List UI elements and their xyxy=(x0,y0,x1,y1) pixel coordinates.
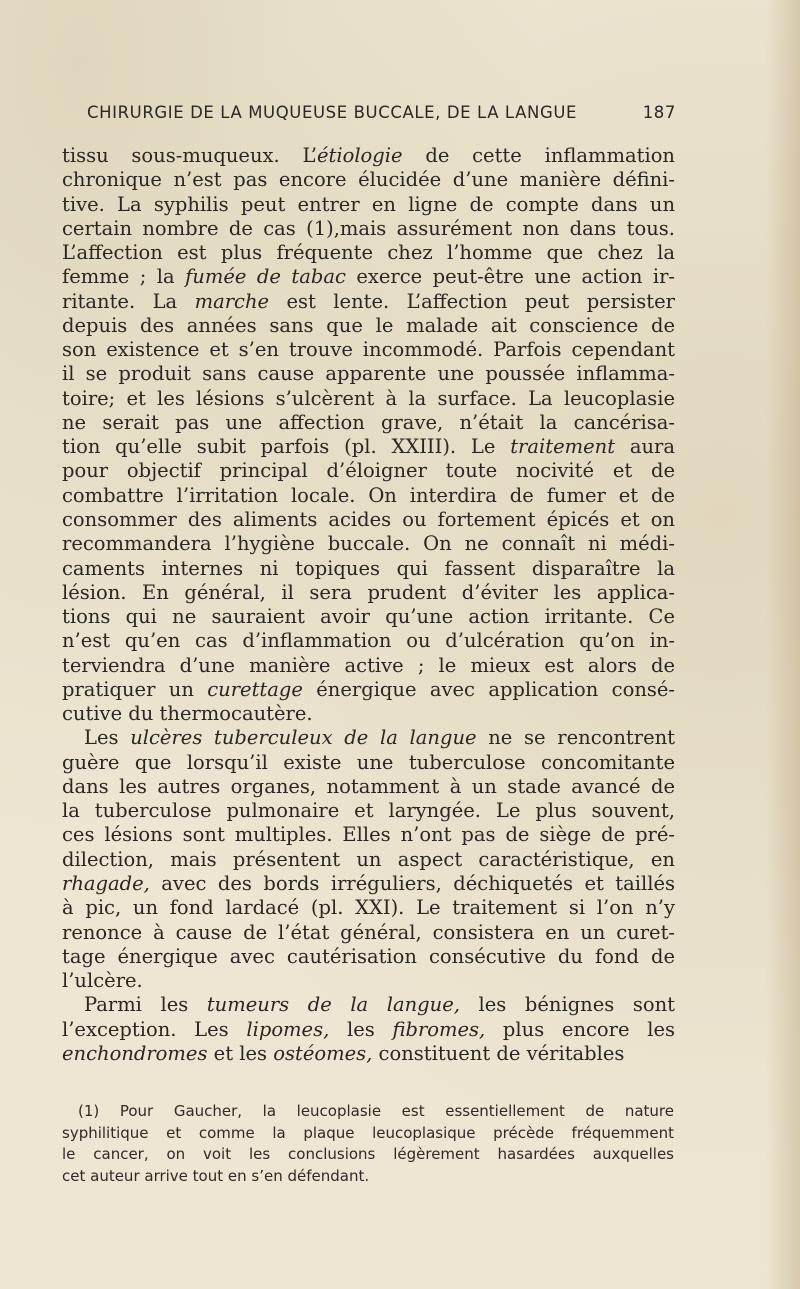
footnote-line: le cancer, on voit les conclusions légèrement hasardées auxquelles xyxy=(62,1145,674,1163)
text-line xyxy=(62,217,675,241)
footnote-line: cet auteur arrive tout en s’en défendant. xyxy=(62,1166,370,1185)
text-line xyxy=(62,921,675,945)
footnote-line: (1) Pour Gaucher, la leucoplasie est essentiellement de nature xyxy=(78,1102,674,1120)
body-text xyxy=(62,144,675,1066)
italic-term: rhagade, xyxy=(62,871,150,895)
text-line xyxy=(62,508,675,532)
text-line xyxy=(62,314,675,338)
page-edge-shadow xyxy=(766,0,800,1289)
text-run: lésion. En général, il sera prudent d’éviter les applica- xyxy=(62,580,675,604)
text-run: terviendra d’une manière active ; le mieux est alors de xyxy=(62,653,675,677)
italic-term: marche xyxy=(194,289,270,313)
text-run: tion qu’elle subit parfois (pl. XXIII). Le xyxy=(62,435,511,459)
text-line xyxy=(62,1018,675,1042)
text-line xyxy=(62,459,675,483)
text-line xyxy=(62,411,675,435)
text-run: femme ; la xyxy=(62,265,186,289)
text-run: combattre l’irritation locale. On interdira de fumer et de xyxy=(62,483,675,507)
italic-term: curettage xyxy=(207,677,303,701)
text-run: constituent de véritables xyxy=(372,1041,625,1065)
italic-term: ulcères tuberculeux de la langue xyxy=(130,726,477,750)
text-run: ces lésions sont multiples. Elles n’ont pas de siège de pré- xyxy=(62,823,675,847)
text-line xyxy=(62,969,675,993)
text-run: de cette inflammation xyxy=(402,144,675,167)
text-run: guère que lorsqu’il existe une tuberculose concomitante xyxy=(62,750,675,774)
italic-term: fibromes, xyxy=(392,1017,486,1041)
text-run: dilection, mais présentent un aspect caractéristique, en xyxy=(62,847,675,871)
text-run: est lente. L’affection peut persister xyxy=(269,289,675,313)
text-run: ne se rencontrent xyxy=(476,726,676,750)
text-run: à pic, un fond lardacé (pl. XXI). Le traitement si l’on n’y xyxy=(62,896,675,920)
text-run: énergique avec application consé- xyxy=(302,677,676,701)
text-line xyxy=(62,557,675,581)
text-run: tissu sous-muqueux. L’ xyxy=(62,144,317,167)
footnotes xyxy=(62,1101,674,1187)
text-run: la tuberculose pulmonaire et laryngée. Le plus souvent, xyxy=(62,799,675,823)
text-line xyxy=(62,265,675,289)
text-line xyxy=(62,168,675,192)
text-line xyxy=(62,799,675,823)
text-line xyxy=(62,484,675,508)
text-line xyxy=(62,993,675,1017)
text-line xyxy=(62,629,675,653)
text-line xyxy=(62,387,675,411)
italic-term: étiologie xyxy=(316,144,403,167)
text-run: ritante. La xyxy=(62,289,195,313)
text-line xyxy=(62,241,675,265)
text-run: tage énergique avec cautérisation consécutive du fond de xyxy=(62,944,675,968)
text-run: exerce peut-être une action ir- xyxy=(345,265,675,289)
text-run: consommer des aliments acides ou fortement épicés et on xyxy=(62,507,675,531)
text-run: l’ulcère. xyxy=(62,969,143,993)
text-line xyxy=(62,702,675,726)
running-title: CHIRURGIE DE LA MUQUEUSE BUCCALE, DE LA LANGUE xyxy=(87,103,578,122)
text-line xyxy=(62,823,675,847)
text-run: et les xyxy=(207,1041,274,1065)
text-run: cutive du thermocautère. xyxy=(62,702,313,726)
text-line xyxy=(62,581,675,605)
text-line xyxy=(62,751,675,775)
text-line xyxy=(62,338,675,362)
italic-term: fumée de tabac xyxy=(185,265,346,289)
text-run: il se produit sans cause apparente une poussée inflamma- xyxy=(62,362,675,386)
text-line xyxy=(62,848,675,872)
text-run: tive. La syphilis peut entrer en ligne de compte dans un xyxy=(62,192,675,216)
text-line xyxy=(62,678,675,702)
text-line xyxy=(62,654,675,678)
text-line xyxy=(62,726,675,750)
italic-term: ostéomes, xyxy=(273,1041,373,1065)
text-line xyxy=(62,872,675,896)
text-run: renonce à cause de l’état général, consistera en un curet- xyxy=(62,920,675,944)
text-line xyxy=(62,362,675,386)
text-run: L’affection est plus fréquente chez l’homme que chez la xyxy=(62,241,675,265)
text-run: Les xyxy=(84,726,131,750)
text-run: recommandera l’hygiène buccale. On ne connaît ni médi- xyxy=(62,532,675,556)
text-line xyxy=(62,896,675,920)
text-line xyxy=(62,945,675,969)
text-run: avec des bords irréguliers, déchiquetés et taillés xyxy=(149,871,675,895)
page-header xyxy=(62,103,676,129)
text-line xyxy=(62,435,675,459)
text-run: tions qui ne sauraient avoir qu’une action irritante. Ce xyxy=(62,605,675,629)
text-run: les bénignes sont xyxy=(459,993,675,1017)
italic-term: enchondromes xyxy=(62,1041,208,1065)
text-line xyxy=(62,290,675,314)
text-run: Parmi les xyxy=(84,993,207,1017)
text-run: caments internes ni topiques qui fassent disparaître la xyxy=(62,556,675,580)
text-line xyxy=(62,193,675,217)
text-run: l’exception. Les xyxy=(62,1017,247,1041)
text-run: pratiquer un xyxy=(62,677,208,701)
text-run: son existence et s’en trouve incommodé. Parfois cependant xyxy=(62,338,675,362)
italic-term: traitement xyxy=(510,435,616,459)
text-run: chronique n’est pas encore élucidée d’une manière défini- xyxy=(62,168,675,192)
text-run: dans les autres organes, notamment à un stade avancé de xyxy=(62,774,675,798)
text-run: n’est qu’en cas d’inflammation ou d’ulcération qu’on in- xyxy=(62,629,675,653)
text-line xyxy=(62,775,675,799)
page-number: 187 xyxy=(642,103,676,122)
text-run: plus encore les xyxy=(485,1017,675,1041)
text-line xyxy=(62,1042,675,1066)
text-run: ne serait pas une affection grave, n’était la cancérisa- xyxy=(62,410,675,434)
text-run: depuis des années sans que le malade ait conscience de xyxy=(62,313,675,337)
text-run: toire; et les lésions s’ulcèrent à la surface. La leucoplasie xyxy=(62,386,675,410)
italic-term: tumeurs de la langue, xyxy=(206,993,460,1017)
text-run: les xyxy=(329,1017,393,1041)
text-run: aura xyxy=(615,435,675,459)
text-line xyxy=(62,532,675,556)
text-run: pour objectif principal d’éloigner toute nocivité et de xyxy=(62,459,675,483)
text-run: certain nombre de cas (1),mais assurément non dans tous. xyxy=(62,216,675,240)
text-line xyxy=(62,144,675,168)
footnote-line: syphilitique et comme la plaque leucoplasique précède fréquemment xyxy=(62,1123,674,1142)
italic-term: lipomes, xyxy=(246,1017,330,1041)
text-line xyxy=(62,605,675,629)
